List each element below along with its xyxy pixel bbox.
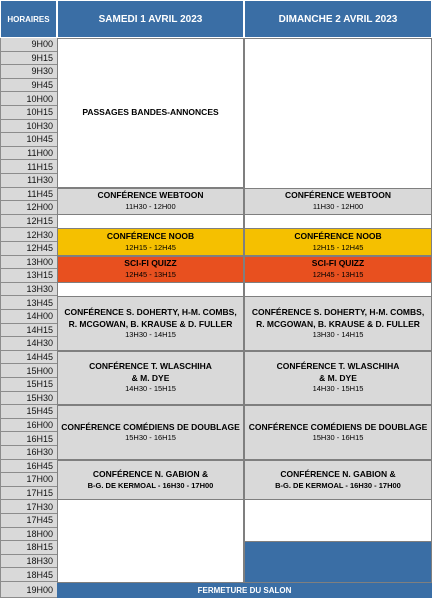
header-day-1 (57, 0, 244, 38)
event-title: CONFÉRENCE COMÉDIENS DE DOUBLAGE (61, 421, 240, 432)
event-title: CONFÉRENCE S. DOHERTY, H-M. COMBS, R. MCGOWAN, B. KRAUSE & D. FULLER (251, 307, 425, 329)
footer-bar (57, 583, 432, 598)
event-title: CONFÉRENCE N. GABION & (92, 469, 209, 480)
event-webtoon-sun (244, 188, 432, 215)
event-doherty-sun (244, 296, 432, 350)
event-doherty-sat (57, 296, 244, 350)
event-time: 14H30 - 15H15 (125, 384, 176, 394)
event-doublage-sun (244, 405, 432, 459)
time-slot: 12H30 (0, 228, 57, 242)
time-slot: 12H15 (0, 215, 57, 229)
event-time: 14H30 - 15H15 (312, 384, 364, 394)
time-slot: 13H00 (0, 256, 57, 270)
time-slot: 18H15 (0, 541, 57, 555)
time-slot: 18H45 (0, 568, 57, 582)
time-slot: 17H45 (0, 514, 57, 528)
time-slot: 9H00 (0, 38, 57, 52)
time-slot: 17H15 (0, 487, 57, 501)
time-slot: 15H45 (0, 405, 57, 419)
time-slot: 13H15 (0, 269, 57, 283)
time-slot: 17H30 (0, 500, 57, 514)
event-time: 12H15 - 12H45 (125, 242, 176, 252)
event-wlaschiha-sun (244, 351, 432, 405)
event-title: CONFÉRENCE N. GABION & (280, 469, 396, 480)
time-slot: 10H30 (0, 120, 57, 134)
time-slot: 10H45 (0, 133, 57, 147)
time-slot: 13H45 (0, 296, 57, 310)
time-slot: 11H15 (0, 160, 57, 174)
time-slot: 14H30 (0, 337, 57, 351)
event-title: PASSAGES BANDES-ANNONCES (82, 107, 219, 118)
event-title: CONFÉRENCE T. WLASCHIHA & M. DYE (89, 361, 212, 383)
time-slot: 11H00 (0, 147, 57, 161)
event-gabion-sat (57, 460, 244, 501)
time-slot: 9H15 (0, 52, 57, 66)
event-trailers-block (57, 38, 244, 188)
time-slot: 19H00 (0, 582, 57, 598)
event-time: 13H30 - 14H15 (125, 329, 176, 339)
event-title: CONFÉRENCE T. WLASCHIHA & M. DYE (276, 361, 400, 383)
event-doublage-sat (57, 405, 244, 459)
time-slot: 14H15 (0, 324, 57, 338)
time-slot: 18H30 (0, 555, 57, 569)
event-noob-sat (57, 228, 244, 255)
footer-label: FERMETURE DU SALON (197, 586, 292, 595)
time-slot: 9H30 (0, 65, 57, 79)
event-time: B-G. DE KERMOAL - 16H30 - 17H00 (275, 480, 401, 490)
event-title: SCI-FI QUIZZ (311, 258, 365, 269)
event-noob-sun (244, 228, 432, 255)
event-title: CONFÉRENCE S. DOHERTY, H-M. COMBS, R. MCGOWAN, B. KRAUSE & D. FULLER (64, 307, 237, 329)
header-day-2-label: DIMANCHE 2 AVRIL 2023 (278, 13, 398, 25)
event-time: 12H45 - 13H15 (125, 269, 176, 279)
event-title: CONFÉRENCE COMÉDIENS DE DOUBLAGE (248, 421, 428, 432)
time-slot: 14H45 (0, 351, 57, 365)
time-slot: 16H15 (0, 432, 57, 446)
event-time: 15H30 - 16H15 (312, 433, 364, 443)
event-wlaschiha-sat (57, 351, 244, 405)
header-horaires (0, 0, 57, 38)
time-slot: 16H00 (0, 419, 57, 433)
event-title: CONFÉRENCE WEBTOON (97, 190, 204, 201)
event-time: 12H45 - 13H15 (312, 269, 364, 279)
time-slot: 15H15 (0, 378, 57, 392)
header-day-2 (244, 0, 432, 38)
event-time: B-G. DE KERMOAL - 16H30 - 17H00 (87, 480, 214, 490)
header-horaires-label: HORAIRES (7, 14, 50, 24)
time-slot: 9H45 (0, 79, 57, 93)
time-slot: 18H00 (0, 528, 57, 542)
event-scifi-sat (57, 256, 244, 283)
time-slot: 16H45 (0, 460, 57, 474)
event-time: 11H30 - 12H00 (125, 201, 176, 211)
time-slot: 12H00 (0, 201, 57, 215)
event-title: CONFÉRENCE WEBTOON (284, 190, 392, 201)
event-webtoon-sat (57, 188, 244, 215)
event-time: 12H15 - 12H45 (312, 242, 364, 252)
time-slot: 15H00 (0, 364, 57, 378)
event-title: CONFÉRENCE NOOB (106, 231, 195, 242)
event-time: 15H30 - 16H15 (125, 433, 176, 443)
header-day-1-label: SAMEDI 1 AVRIL 2023 (98, 13, 203, 25)
time-slot: 11H45 (0, 188, 57, 202)
event-scifi-sun (244, 256, 432, 283)
time-slot: 10H15 (0, 106, 57, 120)
time-slot: 15H30 (0, 392, 57, 406)
event-title: CONFÉRENCE NOOB (294, 231, 382, 242)
time-slot: 12H45 (0, 242, 57, 256)
event-time: 11H30 - 12H00 (312, 201, 364, 211)
time-slot: 13H30 (0, 283, 57, 297)
time-slot: 17H00 (0, 473, 57, 487)
time-slot: 11H30 (0, 174, 57, 188)
time-slot: 10H00 (0, 92, 57, 106)
event-title: SCI-FI QUIZZ (124, 258, 177, 269)
event-gabion-sun (244, 460, 432, 501)
time-slot: 16H30 (0, 446, 57, 460)
time-slot: 14H00 (0, 310, 57, 324)
event-time: 13H30 - 14H15 (312, 329, 364, 339)
